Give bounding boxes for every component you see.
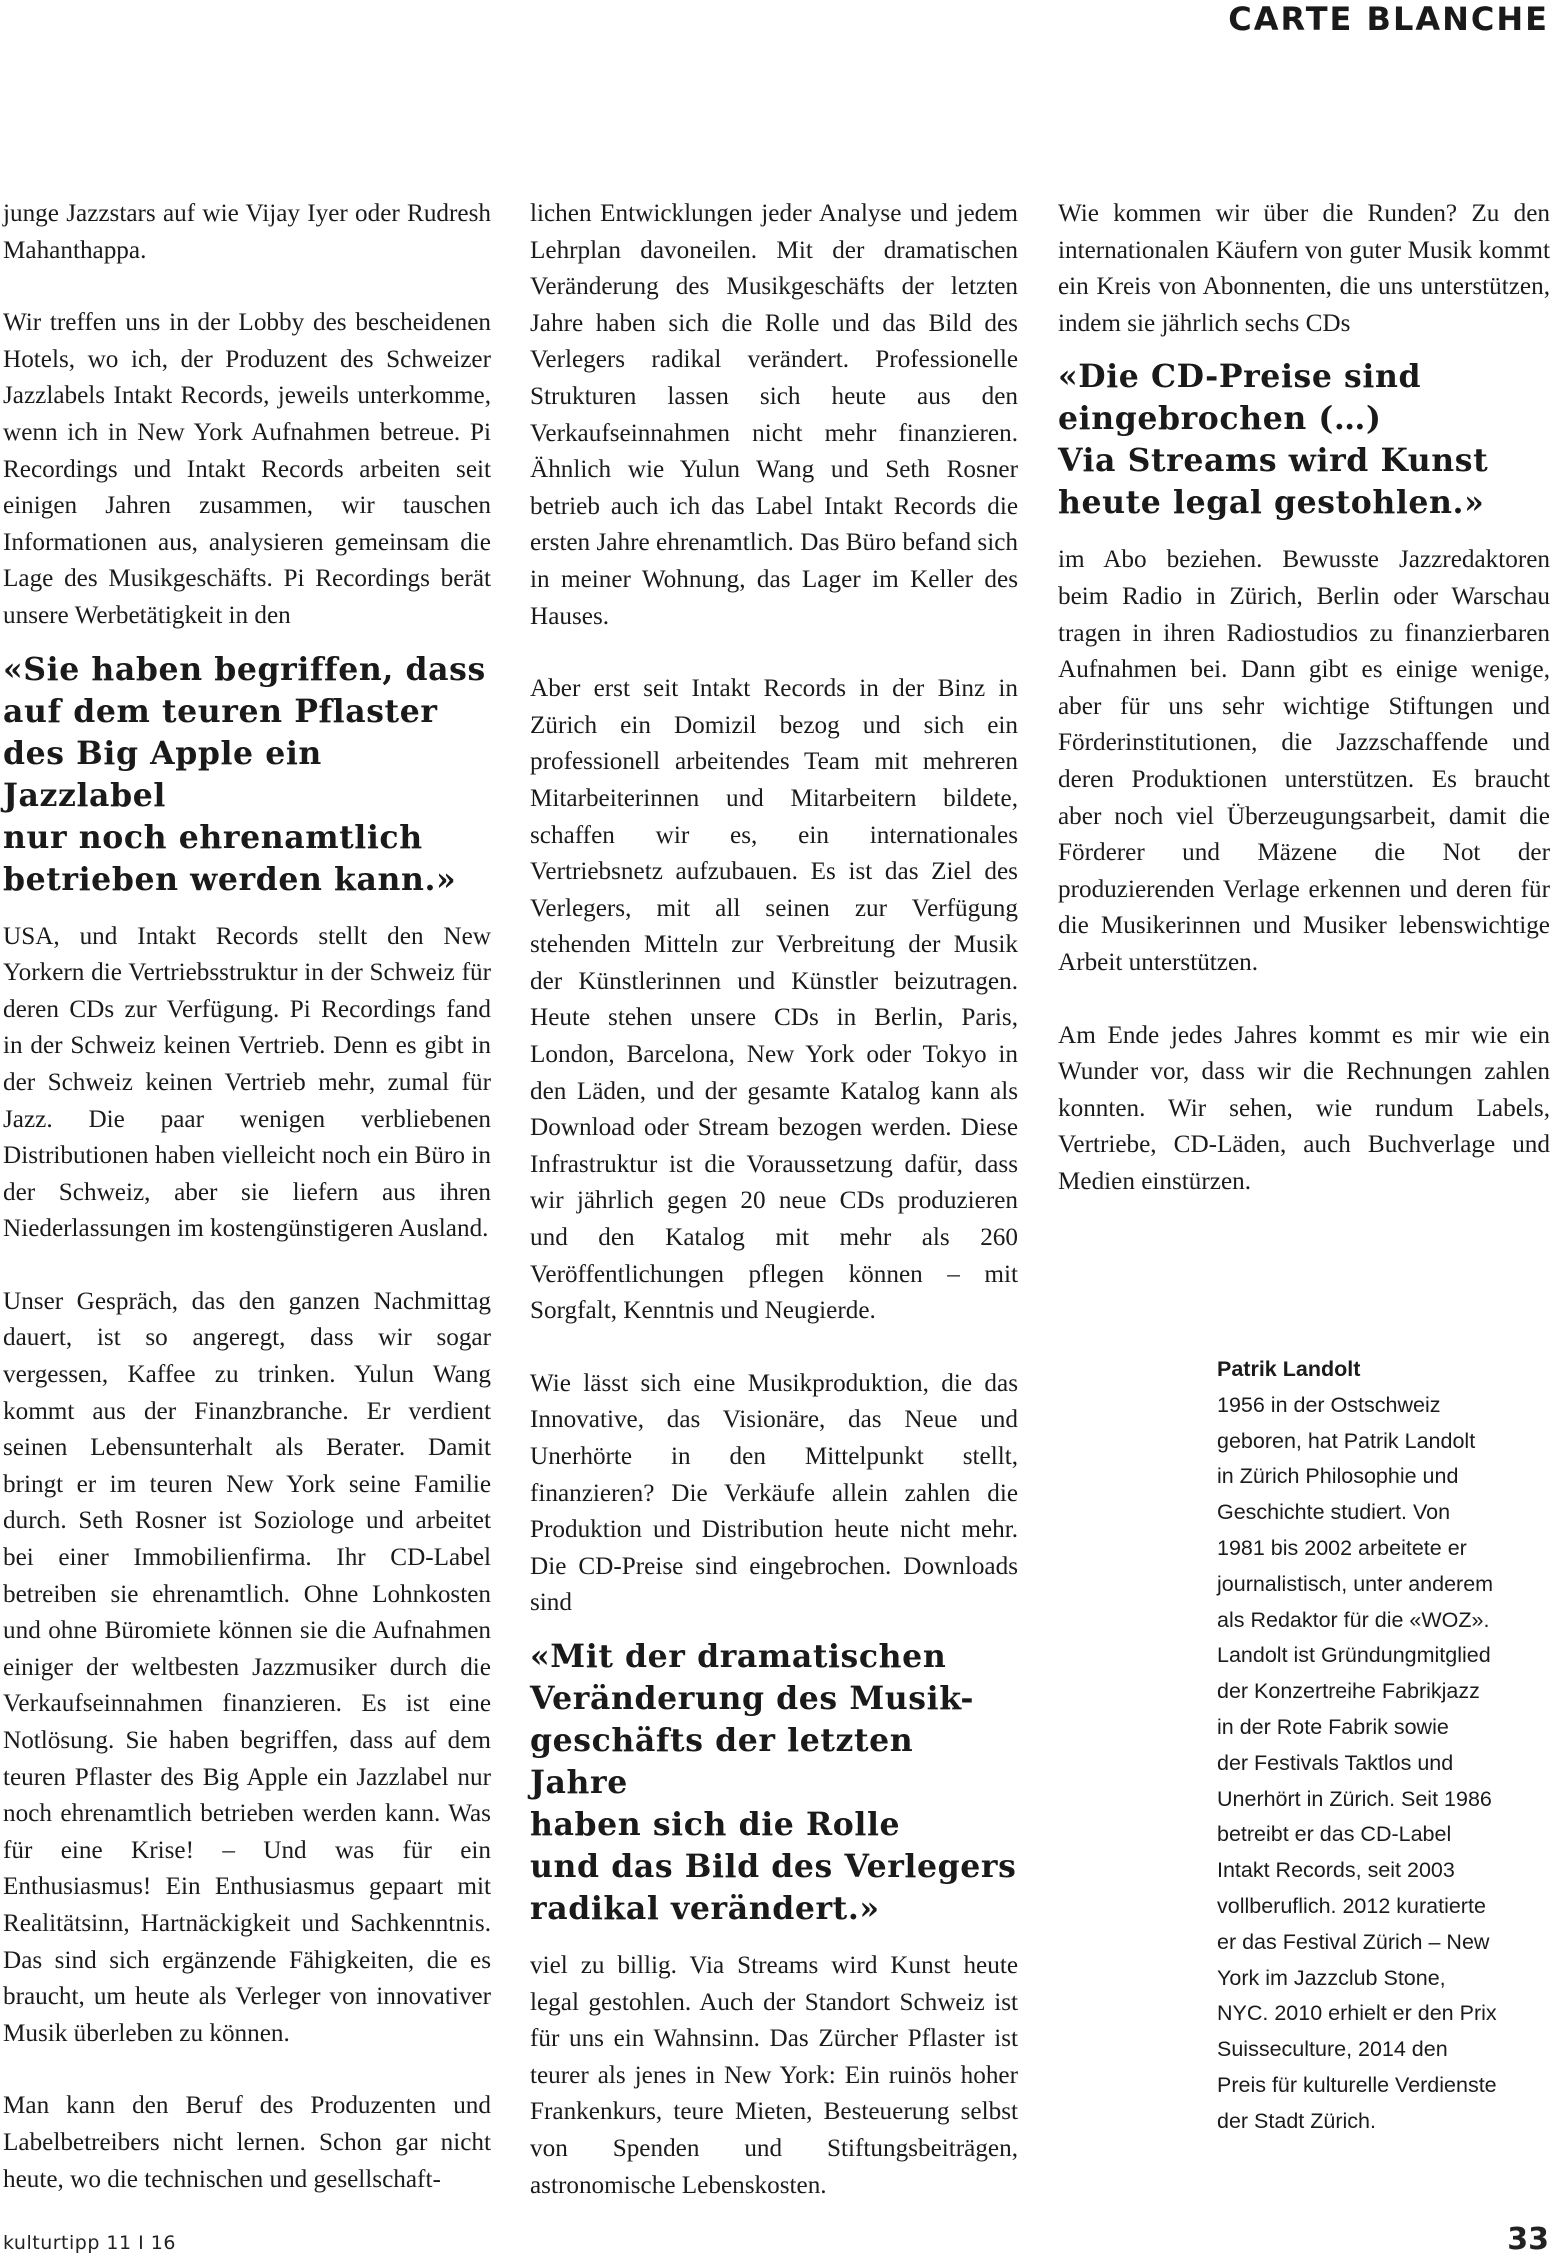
author-bio	[1217, 1352, 1547, 2140]
pull-quote: «Mit der dramatischen Veränderung des Musik- geschäfts der letzten Jahre haben sich die Rolle und das Bild des Verlegers radikal verändert.»	[530, 1637, 1017, 1927]
section-title: CARTE BLANCHE	[1228, 0, 1549, 38]
paragraph: im Abo beziehen. Bewusste Jazzredaktoren beim Radio in Zürich, Berlin oder Warschau tragen in ihren Radiostudios zu finanzierbaren Aufnahmen bei. Dann gibt es einige wenige, aber für uns sehr wichtige Stiftungen und Förderinstitutionen, die Jazzschaffende und deren Produktionen unterstützen. Es braucht aber noch viel Überzeugungsarbeit, damit die Förderer und Mäzene die Not der produzierenden Verlage erkennen und deren für die Musikerinnen und Musiker lebenswichtige Arbeit unterstützen.	[1058, 546, 1550, 976]
author-bio-text: 1956 in der Ostschweiz geboren, hat Patrik Landolt in Zürich Philosophie und Geschichte studiert. Von 1981 bis 2002 arbeitete er journalistisch, unter anderem als Redaktor für die «WOZ». Landolt ist Gründungmitglied der Konzertreihe Fabrikjazz in der Rote Fabrik sowie der Festivals Taktlos und Unerhört in Zürich. Seit 1986 betreibt er das CD-Label Intakt Records, seit 2003 vollberuflich. 2012 kuratierte er das Festival Zürich – New York im Jazzclub Stone, NYC. 2010 erhielt er den Prix Suisseculture, 2014 den Preis für kulturelle Verdienste der Stadt Zürich.	[1217, 1392, 1497, 2133]
paragraph: Am Ende jedes Jahres kommt es mir wie ein Wunder vor, dass wir die Rechnungen zahlen konnten. Wir sehen, wie rundum Labels, Vertriebe, CD-Läden, auch Buchverlage und Medien einstürzen.	[1058, 1021, 1550, 1195]
paragraph: Wie kommen wir über die Runden? Zu den internationalen Käufern von guter Musik kommt ein Kreis von Abonnenten, die uns unterstützen, indem sie jährlich sechs CDs	[1058, 200, 1550, 337]
paragraph: USA, und Intakt Records stellt den New Yorkern die Vertriebsstruktur in der Schweiz für deren CDs zur Verfügung. Pi Recordings fand in der Schweiz keinen Vertrieb. Denn es gibt in der Schweiz keinen Vertrieb mehr, zumal für Jazz. Die paar wenigen verbliebenen Distributionen haben vielleicht noch ein Büro in der Schweiz, aber sie liefern aus ihren Niederlassungen im kostengünstigeren Ausland.	[3, 922, 491, 1243]
article-column-3	[1058, 196, 1550, 1200]
paragraph: junge Jazzstars auf wie Vijay Iyer oder Rudresh Mahanthappa.	[3, 200, 491, 264]
article-column-2	[530, 196, 1018, 2204]
pull-quote: «Die CD-Preise sind eingebrochen (…) Via Streams wird Kunst heute legal gestohlen.»	[1058, 358, 1489, 522]
paragraph: Unser Gespräch, das den ganzen Nachmittag dauert, ist so angeregt, dass wir sogar vergessen, Kaffee zu trinken. Yulun Wang kommt aus der Finanzbranche. Er verdient seinen Lebensunterhalt als Berater. Damit bringt er im teuren New York seine Familie durch. Seth Rosner ist Soziologe und arbeitet bei einer Immobilienfirma. Ihr CD-Label betreiben sie ehrenamtlich. Ohne Lohnkosten und ohne Büromiete können sie die Aufnahmen einiger der weltbesten Jazzmusiker durch die Verkaufseinnahmen finanzieren. Es ist eine Notlösung. Sie haben begriffen, dass auf dem teuren Pflaster des Big Apple ein Jazzlabel nur noch ehrenamtlich betrieben werden kann. Was für eine Krise! – Und was für ein Enthusiasmus! Ein Enthusiasmus gepaart mit Realitätsinn, Hartnäckigkeit und Sachkenntnis. Das sind sich ergänzende Fähigkeiten, die es braucht, um heute als Verleger von innovativer Musik überleben zu können.	[3, 1287, 491, 2047]
paragraph: Man kann den Beruf des Produzenten und Labelbetreibers nicht lernen. Schon gar nicht heute, wo die technischen und gesellschaft-	[3, 2092, 491, 2193]
paragraph: Aber erst seit Intakt Records in der Binz in Zürich ein Domizil bezog und sich ein professionell arbeitendes Team mit mehreren Mitarbeiterinnen und Mitarbeitern bildete, schaffen wir es, ein internationales Vertriebsnetz aufzubauen. Es ist das Ziel des Verlegers, mit all seinen zur Verfügung stehenden Mitteln zur Verbreitung der Musik der Künstlerinnen und Künstler beizutragen. Heute stehen unsere CDs in Berlin, Paris, London, Barcelona, New York oder Tokyo in den Läden, und der gesamte Katalog kann als Download oder Stream bezogen werden. Diese Infrastruktur ist die Voraussetzung dafür, dass wir jährlich gegen 20 neue CDs produzieren und den Katalog mit mehr als 260 Veröffentlichungen pflegen können – mit Sorgfalt, Kenntnis und Neugierde.	[530, 675, 1018, 1325]
pull-quote: «Sie haben begriffen, dass auf dem teuren Pflaster des Big Apple ein Jazzlabel nur noch ehrenamtlich betrieben werden kann.»	[3, 650, 486, 898]
paragraph: lichen Entwicklungen jeder Analyse und jedem Lehrplan davoneilen. Mit der dramatischen Veränderung des Musikgeschäfts der letzten Jahre haben sich die Rolle und das Bild des Verlegers radikal verändert. Professionelle Strukturen lassen sich heute aus den Verkaufseinnahmen nicht mehr finanzieren. Ähnlich wie Yulun Wang und Seth Rosner betrieb auch ich das Label Intakt Records die ersten Jahre ehrenamtlich. Das Büro befand sich in meiner Wohnung, das Lager im Keller des Hauses.	[530, 200, 1018, 630]
paragraph: Wie lässt sich eine Musikproduktion, die das Innovative, das Visionäre, das Neue und Unerhörte in den Mittelpunkt stellt, finanzieren? Die Verkäufe allein zahlen die Produktion und Distribution heute nicht mehr. Die CD-Preise sind eingebrochen. Downloads sind	[530, 1369, 1018, 1617]
paragraph: viel zu billig. Via Streams wird Kunst heute legal gestohlen. Auch der Standort Schweiz ist für uns ein Wahnsinn. Das Zürcher Pflaster ist teurer als jenes in New York: Ein ruinös hoher Frankenkurs, teure Mieten, Besteuerung selbst von Spenden und Stiftungsbeiträgen, astronomische Lebenskosten.	[530, 1951, 1018, 2199]
page-number: 33	[1507, 2222, 1549, 2257]
paragraph: Wir treffen uns in der Lobby des bescheidenen Hotels, wo ich, der Produzent des Schweizer Jazzlabels Intakt Records, jeweils unterkomme, wenn ich in New York Aufnahmen betreue. Pi Recordings und Intakt Records arbeiten seit einigen Jahren zusammen, wir tauschen Informationen aus, analysieren gemeinsam die Lage des Musikgeschäfts. Pi Recordings berät unsere Werbetätigkeit in den	[3, 309, 491, 629]
author-name: Patrik Landolt	[1217, 1357, 1361, 1381]
publication-footer: kulturtipp 11 I 16	[3, 2232, 176, 2254]
article-column-1	[3, 196, 491, 2198]
